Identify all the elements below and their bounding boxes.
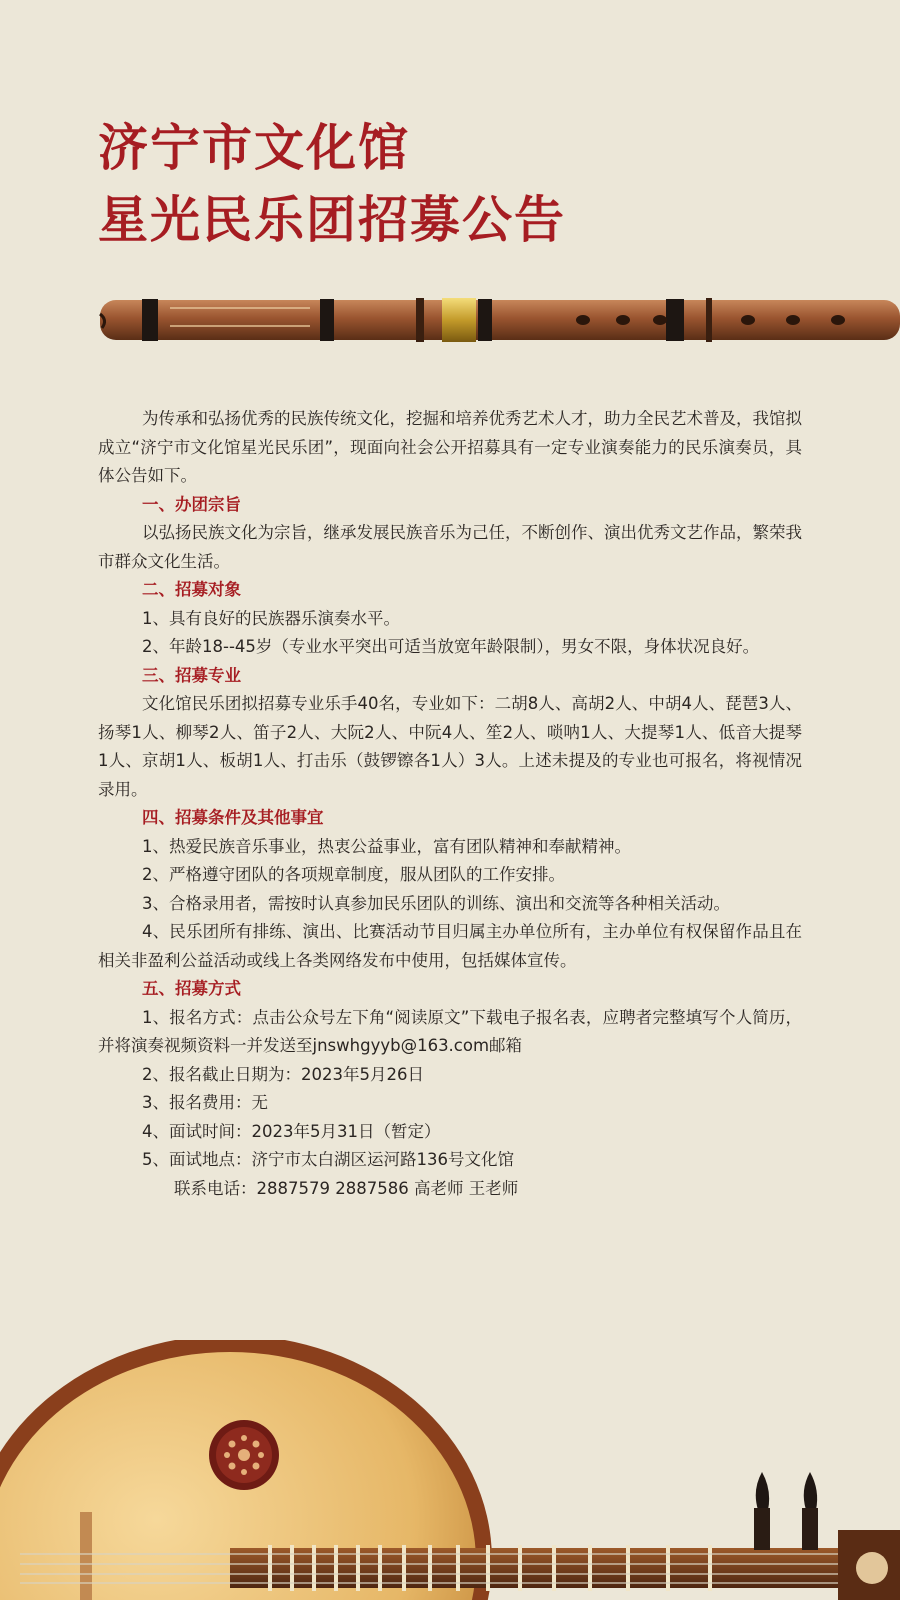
paragraph: 以弘扬民族文化为宗旨，继承发展民族音乐为己任，不断创作、演出优秀文艺作品，繁荣我市群众文化生活。 xyxy=(98,523,802,571)
paragraph: 3、报名费用：无 xyxy=(142,1093,268,1112)
contact-line: 联系电话：2887579 2887586 高老师 王老师 xyxy=(174,1178,519,1198)
paragraph: 2、年龄18--45岁（专业水平突出可适当放宽年龄限制），男女不限，身体状况良好。 xyxy=(142,637,760,656)
paragraph: 5、面试地点：济宁市太白湖区运河路136号文化馆 xyxy=(142,1150,514,1169)
paragraph: 文化馆民乐团拟招募专业乐手40名，专业如下：二胡8人、高胡2人、中胡4人、琵琶3人、扬琴1人、柳琴2人、笛子2人、大阮2人、中阮4人、笙2人、唢呐1人、大提琴1人、低音大提琴1人、京胡1人、板胡1人、打击乐（鼓锣镲各1人）3人。上述未提及的专业也可报名，将视情况录用。 xyxy=(98,694,802,799)
announcement-body xyxy=(98,405,802,1203)
section-heading-target: 二、招募对象 xyxy=(142,580,241,599)
bamboo-flute-icon xyxy=(98,296,900,346)
title-line-2: 星光民乐团招募公告 xyxy=(98,191,566,249)
section-heading-purpose: 一、办团宗旨 xyxy=(142,494,241,514)
paragraph: 1、具有良好的民族器乐演奏水平。 xyxy=(142,608,400,628)
paragraph: 1、热爱民族音乐事业，热衷公益事业，富有团队精神和奉献精神。 xyxy=(142,836,631,856)
section-heading-method: 五、招募方式 xyxy=(142,979,241,998)
intro-paragraph: 为传承和弘扬优秀的民族传统文化，挖掘和培养优秀艺术人才，助力全民艺术普及，我馆拟成立“济宁市文化馆星光民乐团”，现面向社会公开招募具有一定专业演奏能力的民乐演奏员，具体公告如下。 xyxy=(98,409,802,485)
poster-title xyxy=(98,112,566,256)
title-line-1: 济宁市文化馆 xyxy=(98,119,410,177)
paragraph: 1、报名方式：点击公众号左下角“阅读原文”下载电子报名表，应聘者完整填写个人简历，并将演奏视频资料一并发送至jnswhgyyb@163.com邮箱 xyxy=(98,1007,802,1055)
paragraph: 2、严格遵守团队的各项规章制度，服从团队的工作安排。 xyxy=(142,865,565,884)
paragraph: 4、面试时间：2023年5月31日（暂定） xyxy=(142,1121,441,1141)
ruan-instrument-icon xyxy=(0,1340,900,1600)
section-heading-majors: 三、招募专业 xyxy=(142,665,241,685)
section-heading-conditions: 四、招募条件及其他事宜 xyxy=(142,808,324,827)
paragraph: 4、民乐团所有排练、演出、比赛活动节目归属主办单位所有，主办单位有权保留作品且在相关非盈利公益活动或线上各类网络发布中使用，包括媒体宣传。 xyxy=(98,922,802,970)
paragraph: 3、合格录用者，需按时认真参加民乐团队的训练、演出和交流等各种相关活动。 xyxy=(142,893,730,913)
paragraph: 2、报名截止日期为：2023年5月26日 xyxy=(142,1064,424,1084)
